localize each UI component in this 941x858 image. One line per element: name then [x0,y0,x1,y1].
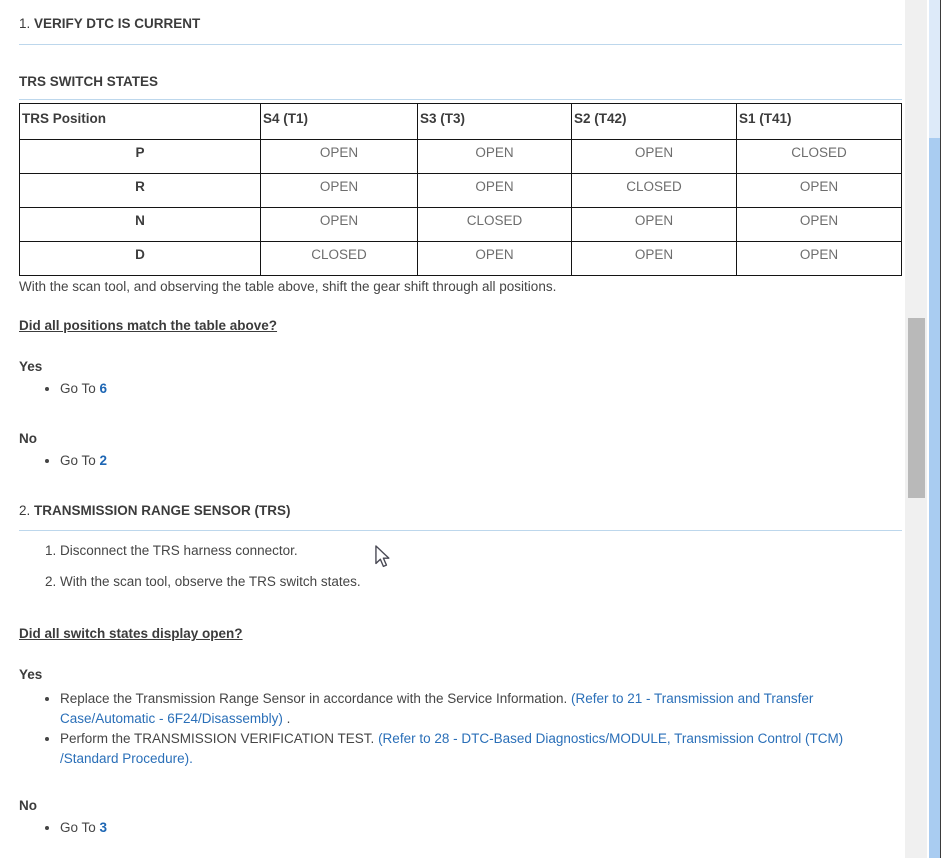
divider [19,44,902,45]
step-1-heading [19,17,902,31]
col-header-trs-position: TRS Position [20,104,261,140]
cell-position: P [20,140,261,174]
action-item-replace-sensor [60,689,902,729]
goto-text: Go To [60,381,100,396]
cell-value: OPEN [418,174,572,208]
table-row-p [20,140,902,174]
answer-no-label: No [19,431,37,446]
cell-value: CLOSED [261,242,418,276]
action-text: Perform the TRANSMISSION VERIFICATION TEST. [60,731,379,746]
cell-value: OPEN [418,140,572,174]
cell-value: OPEN [418,242,572,276]
content-scrollbar-thumb[interactable] [908,318,925,498]
cell-value: OPEN [572,242,737,276]
cell-position: N [20,208,261,242]
cell-value: OPEN [261,208,418,242]
divider [19,99,902,100]
step-1-title: VERIFY DTC IS CURRENT [34,16,201,31]
goto-text: Go To [60,820,100,835]
col-header-s4: S4 (T1) [261,104,418,140]
cell-value: OPEN [737,242,902,276]
action-text: Replace the Transmission Range Sensor in accordance with the Service Information. [60,691,572,706]
cell-value: OPEN [737,208,902,242]
step-1-number: 1. [19,16,31,31]
divider [19,530,902,531]
answer-no-label: No [19,798,37,813]
answer-yes-label: Yes [19,359,43,374]
goto-2-link[interactable]: 2 [99,453,108,468]
col-header-s1: S1 (T41) [737,104,902,140]
window-scrollbar-thumb[interactable] [929,138,940,858]
cell-value: OPEN [572,208,737,242]
table-row-n [20,208,902,242]
step-2-heading [19,504,902,518]
goto-item [60,453,902,468]
window-scrollbar-track[interactable] [929,0,940,858]
refer-to-21-link[interactable]: (Refer to 21 - Transmission and Transfer Case/Automatic - 6F24/Disassembly) [60,691,814,726]
cell-value: OPEN [572,140,737,174]
cell-value: OPEN [261,174,418,208]
cell-value: OPEN [737,174,902,208]
cell-value: CLOSED [418,208,572,242]
question-switch-states-open: Did all switch states display open? [19,626,243,641]
trs-switch-states-table [19,103,902,276]
goto-3-link[interactable]: 3 [99,820,108,835]
procedure-step-1: 1. Disconnect the TRS harness connector. [60,543,902,558]
cell-value: OPEN [261,140,418,174]
refer-to-28-link[interactable]: (Refer to 28 - DTC-Based Diagnostics/MODULE, Transmission Control (TCM) /Standard Procedure). [60,731,844,766]
goto-text: Go To [60,453,100,468]
col-header-s2: S2 (T42) [572,104,737,140]
question-positions-match: Did all positions match the table above? [19,318,278,333]
answer-yes-label: Yes [19,667,43,682]
step-2-number: 2. [19,503,31,518]
scan-tool-note: With the scan tool, and observing the table above, shift the gear shift through all positions. [19,279,557,294]
table-header-row [20,104,902,140]
col-header-s3: S3 (T3) [418,104,572,140]
cell-value: CLOSED [737,140,902,174]
cell-value: CLOSED [572,174,737,208]
table-row-r [20,174,902,208]
cell-position: D [20,242,261,276]
goto-item [60,381,902,396]
trs-switch-states-title: TRS SWITCH STATES [19,74,158,89]
procedure-content [19,0,902,835]
action-item-verification-test [60,729,902,769]
goto-item [60,820,902,835]
table-row-d [20,242,902,276]
content-scrollbar-track[interactable] [905,0,927,858]
goto-6-link[interactable]: 6 [99,381,108,396]
action-suffix: . [282,711,291,726]
cell-position: R [20,174,261,208]
step-2-title: TRANSMISSION RANGE SENSOR (TRS) [34,503,291,518]
procedure-step-2: 2. With the scan tool, observe the TRS switch states. [60,574,902,589]
